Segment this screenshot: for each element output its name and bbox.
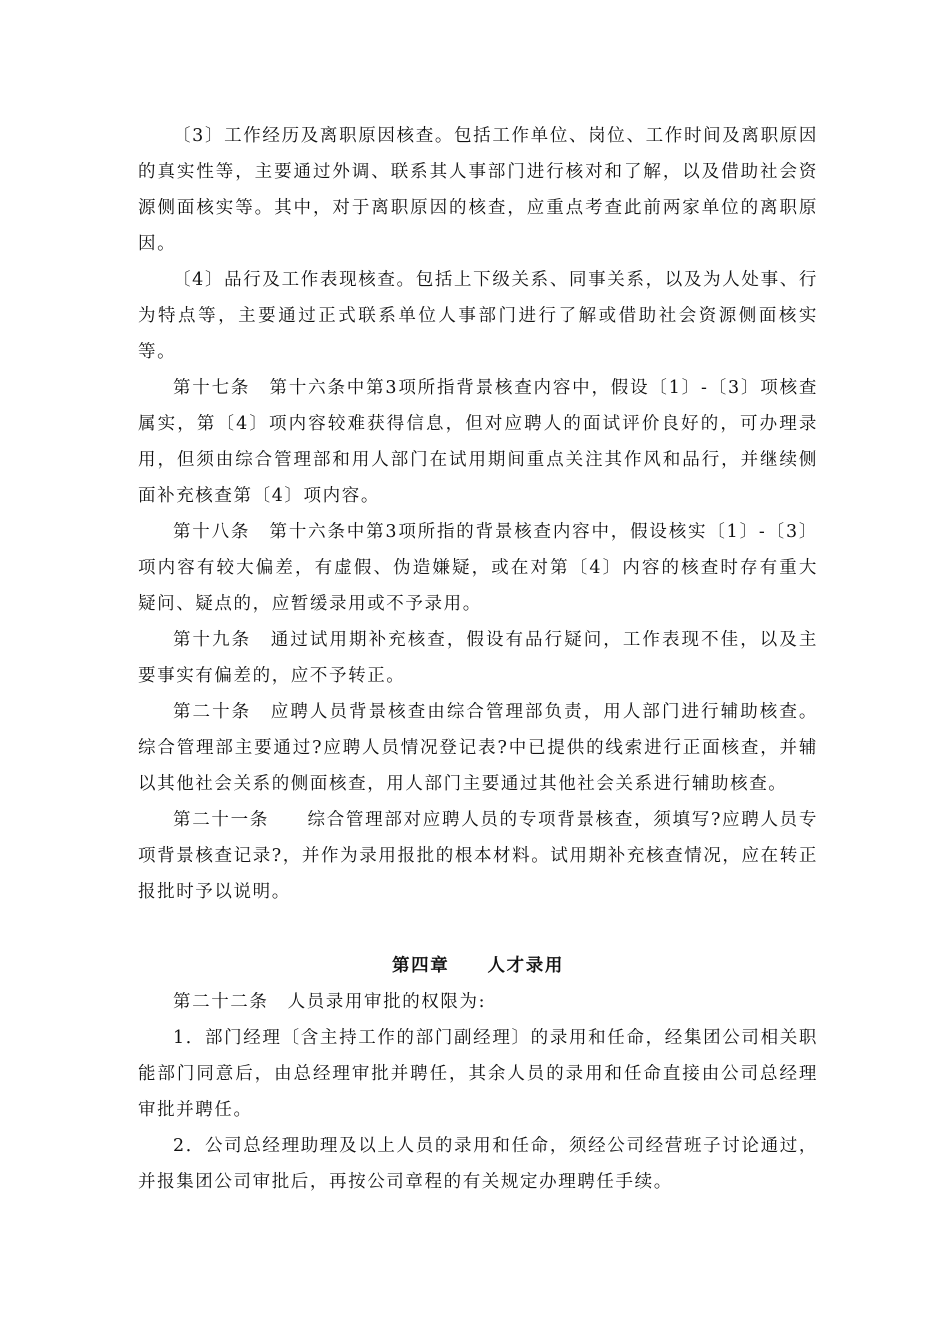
paragraph-article-22: 第二十二条 人员录用审批的权限为: <box>173 992 487 1012</box>
paragraph-work-history-check: 〔3〕工作经历及离职原因核查。包括工作单位、岗位、工作时间及离职原因的真实性等，主要通过外调、联系其人事部门进行核对和了解，以及借助社会资源侧面核实等。其中，对于离职原因的核查，应重点考查此前两家单位的离职原因。 <box>138 126 818 254</box>
document-body <box>138 118 818 1200</box>
paragraph-article-18: 第十八条 第十六条中第3项所指的背景核查内容中，假设核实〔1〕-〔3〕项内容有较大偏差，有虚假、伪造嫌疑，或在对第〔4〕内容的核查时存有重大疑问、疑点的，应暂缓录用或不予录用。 <box>138 522 818 614</box>
paragraph-item-1: 1．部门经理〔含主持工作的部门副经理〕的录用和任命，经集团公司相关职能部门同意后，由总经理审批并聘任，其余人员的录用和任命直接由公司总经理审批并聘任。 <box>138 1028 818 1120</box>
paragraph-article-17: 第十七条 第十六条中第3项所指背景核查内容中，假设〔1〕-〔3〕项核查属实，第〔4〕项内容较难获得信息，但对应聘人的面试评价良好的，可办理录用，但须由综合管理部和用人部门在试用期间重点关注其作风和品行，并继续侧面补充核查第〔4〕项内容。 <box>138 378 818 506</box>
chapter-title: 第四章 人才录用 <box>392 956 564 976</box>
paragraph-article-20: 第二十条 应聘人员背景核查由综合管理部负责，用人部门进行辅助核查。综合管理部主要通过?应聘人员情况登记表?中已提供的线索进行正面核查，并辅以其他社会关系的侧面核查，用人部门主要通过其他社会关系进行辅助核查。 <box>138 702 818 794</box>
paragraph-conduct-check: 〔4〕品行及工作表现核查。包括上下级关系、同事关系，以及为人处事、行为特点等，主要通过正式联系单位人事部门进行了解或借助社会资源侧面核实等。 <box>138 270 818 362</box>
paragraph-article-19: 第十九条 通过试用期补充核查，假设有品行疑问，工作表现不佳，以及主要事实有偏差的，应不予转正。 <box>138 630 818 686</box>
paragraph-item-2: 2．公司总经理助理及以上人员的录用和任命，须经公司经营班子讨论通过，并报集团公司审批后，再按公司章程的有关规定办理聘任手续。 <box>138 1136 818 1192</box>
paragraph-article-21: 第二十一条 综合管理部对应聘人员的专项背景核查，须填写?应聘人员专项背景核查记录?，并作为录用报批的根本材料。试用期补充核查情况，应在转正报批时予以说明。 <box>138 810 818 902</box>
